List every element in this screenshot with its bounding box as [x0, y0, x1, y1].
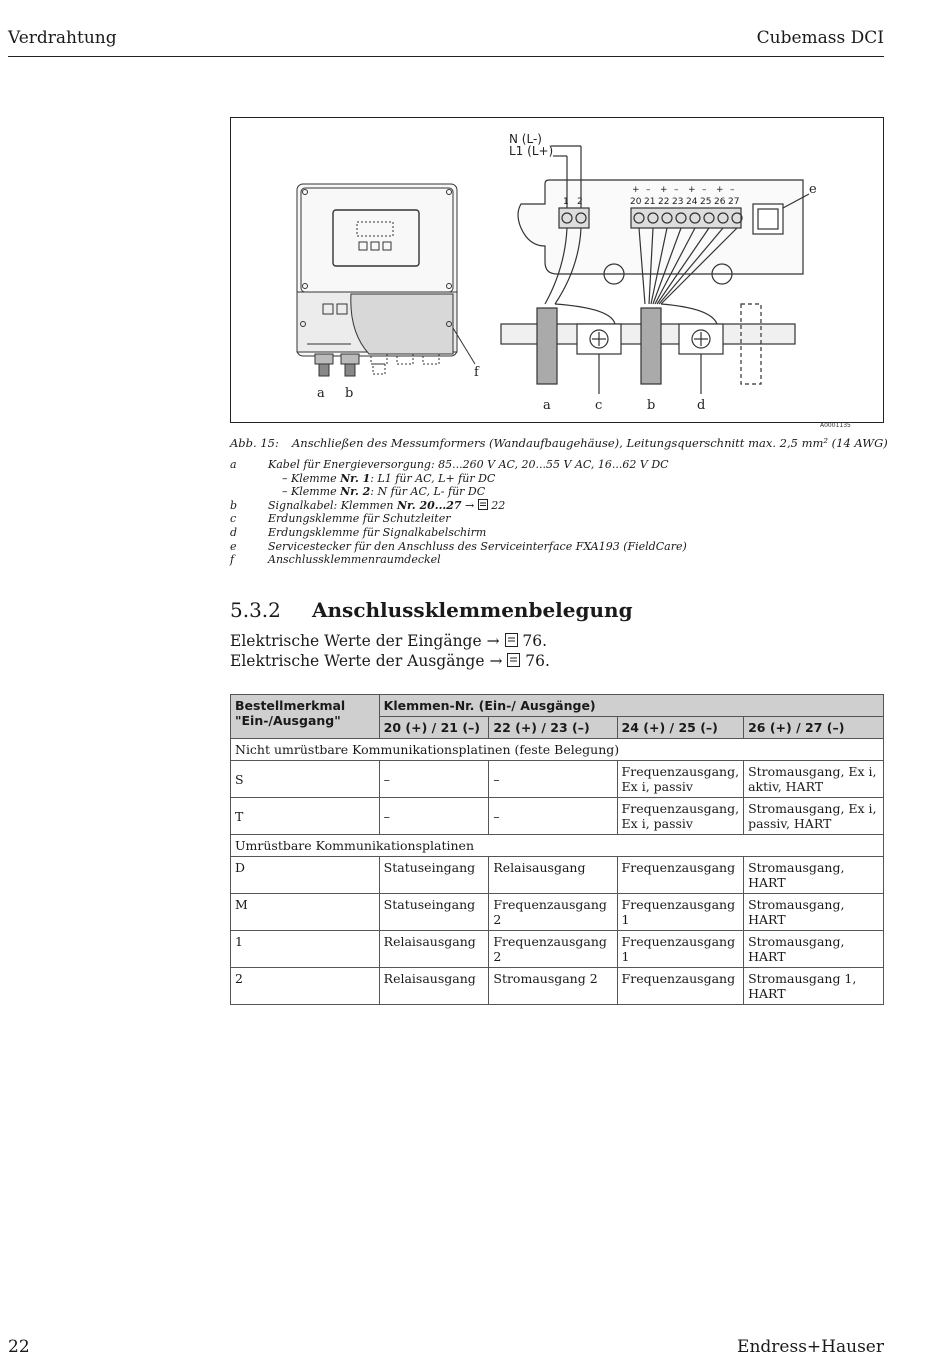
- callout-b: b: [647, 398, 656, 413]
- legend-item-c: c Erdungsklemme für Schutzleiter: [230, 512, 451, 526]
- terminal-1: 1: [563, 197, 569, 207]
- terminal-20: 20: [630, 197, 642, 207]
- figure-caption: [230, 436, 888, 450]
- polarity-26: +: [716, 185, 724, 195]
- terminal-23: 23: [672, 197, 684, 207]
- terminal-2: 2: [577, 197, 583, 207]
- running-header-section: Verdrahtung: [8, 28, 117, 48]
- polarity-23: –: [674, 185, 679, 195]
- terminal-24: 24: [686, 197, 698, 207]
- caption-number: Abb. 15:: [230, 436, 279, 450]
- terminal-compartment: [501, 146, 809, 394]
- header-terminals-26-27: 26 (+) / 27 (–): [744, 717, 884, 739]
- polarity-20: +: [632, 185, 640, 195]
- figure-legend: [230, 458, 687, 567]
- page-number: 22: [8, 1337, 30, 1357]
- polarity-22: +: [660, 185, 668, 195]
- legend-item-d: d Erdungsklemme für Signalkabelschirm: [230, 525, 487, 539]
- outputs-reference: Elektrische Werte der Ausgänge → 76.: [230, 652, 550, 670]
- legend-item-f: f Anschlussklemmenraumdeckel: [230, 553, 441, 567]
- wiring-figure: [230, 117, 884, 423]
- header-rule: [8, 56, 884, 57]
- inputs-reference: Elektrische Werte der Eingänge → 76.: [230, 632, 548, 650]
- section-heading: [230, 598, 633, 622]
- table-row: 2 Relaisausgang Stromausgang 2 Frequenzausgang Stromausgang 1, HART: [231, 968, 884, 1005]
- table-row: 1 Relaisausgang Frequenzausgang 2 Frequenzausgang 1 Stromausgang, HART: [231, 931, 884, 968]
- callout-b-left: b: [345, 386, 354, 401]
- legend-item-b: b Signalkabel: Klemmen Nr. 20...27 → 22: [230, 498, 506, 512]
- label-n: N (L-): [509, 132, 542, 146]
- callout-d: d: [697, 398, 706, 413]
- terminal-22: 22: [658, 197, 670, 207]
- table-row: D Statuseingang Relaisausgang Frequenzausgang Stromausgang, HART: [231, 857, 884, 894]
- page-reference-icon: [505, 633, 518, 647]
- caption-text: Anschließen des Messumformers (Wandaufbaugehäuse), Leitungsquerschnitt max. 2,5 mm² (14 AWG): [292, 436, 888, 450]
- callout-a-left: a: [317, 386, 325, 401]
- polarity-25: –: [702, 185, 707, 195]
- legend-item-a: a Kabel für Energieversorgung: 85...260 V AC, 20...55 V AC, 16...62 V DC: [230, 458, 669, 471]
- terminal-assignment-table: [230, 694, 884, 1005]
- header-terminals-22-23: 22 (+) / 23 (–): [489, 717, 617, 739]
- table-row: T – – Frequenzausgang, Ex i, passiv Stromausgang, Ex i, passiv, HART: [231, 798, 884, 835]
- running-header-product: Cubemass DCI: [756, 28, 884, 48]
- table-row: M Statuseingang Frequenzausgang 2 Frequenzausgang 1 Stromausgang, HART: [231, 894, 884, 931]
- terminal-27: 27: [728, 197, 740, 207]
- callout-a: a: [543, 398, 551, 413]
- header-terminals-24-25: 24 (+) / 25 (–): [617, 717, 744, 739]
- legend-item-e: e Servicestecker für den Anschluss des Serviceinterface FXA193 (FieldCare): [230, 539, 687, 553]
- label-l1: L1 (L+): [509, 144, 554, 158]
- section-title: Anschlussklemmenbelegung: [312, 598, 633, 622]
- callout-c: c: [595, 398, 603, 413]
- terminal-25: 25: [700, 197, 712, 207]
- header-order-code: Bestellmerkmal "Ein-/Ausgang": [231, 695, 380, 739]
- page-reference-icon: [507, 653, 520, 667]
- section-number: 5.3.2: [230, 598, 281, 622]
- table-header-row: [231, 695, 884, 717]
- table-row: S – – Frequenzausgang, Ex i, passiv Stromausgang, Ex i, aktiv, HART: [231, 761, 884, 798]
- legend-item-a-sub2: – Klemme Nr. 2: N für AC, L- für DC: [282, 485, 486, 499]
- page-reference-icon: [478, 499, 488, 510]
- header-terminal-group: Klemmen-Nr. (Ein-/ Ausgänge): [379, 695, 883, 717]
- figure-id-code: A0001135: [820, 422, 851, 429]
- housing-drawing: [297, 184, 475, 376]
- terminal-26: 26: [714, 197, 726, 207]
- polarity-21: –: [646, 185, 651, 195]
- wiring-diagram: [231, 118, 883, 422]
- polarity-24: +: [688, 185, 696, 195]
- polarity-27: –: [730, 185, 735, 195]
- callout-e: e: [809, 182, 817, 197]
- publisher-name: Endress+Hauser: [737, 1337, 884, 1357]
- group-row: Nicht umrüstbare Kommunikationsplatinen (feste Belegung): [231, 739, 884, 761]
- group-row: Umrüstbare Kommunikationsplatinen: [231, 835, 884, 857]
- terminal-21: 21: [644, 197, 656, 207]
- legend-item-a-sub1: – Klemme Nr. 1: L1 für AC, L+ für DC: [282, 471, 496, 485]
- callout-f: f: [474, 365, 479, 380]
- header-terminals-20-21: 20 (+) / 21 (–): [379, 717, 489, 739]
